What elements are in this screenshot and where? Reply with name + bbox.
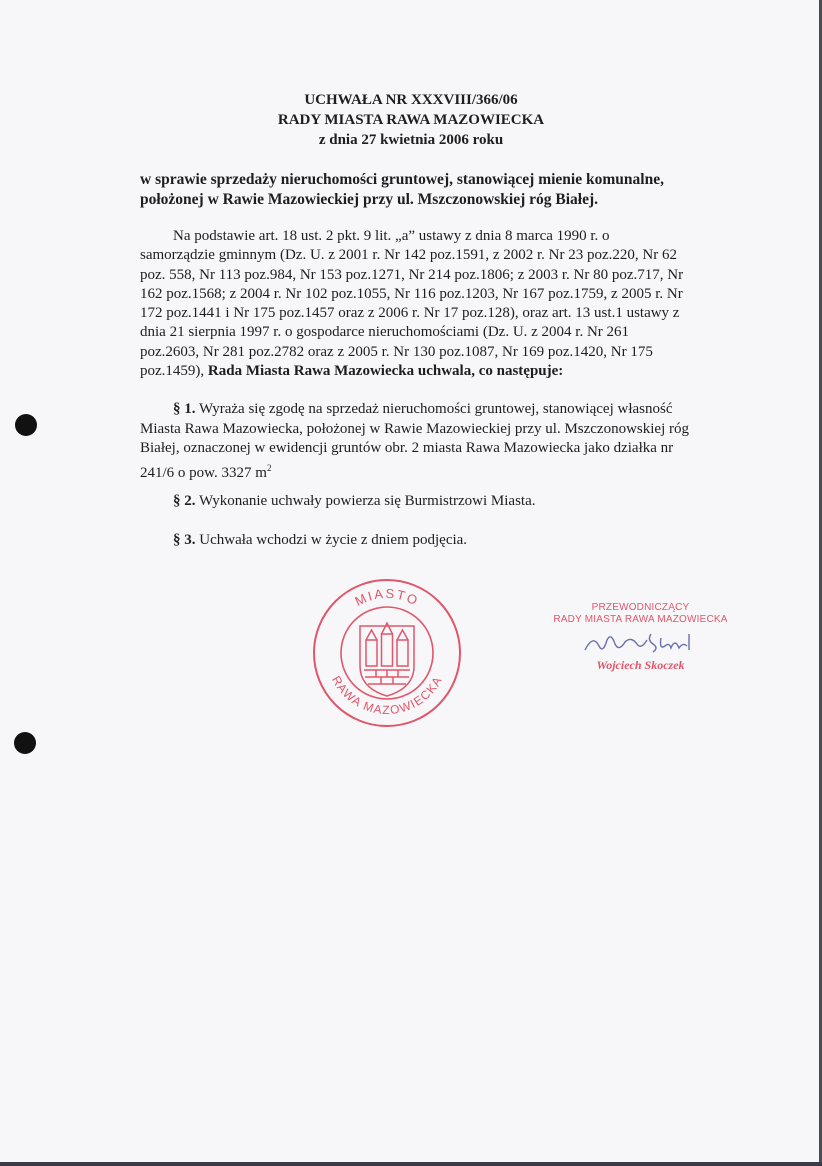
section-1-text-1: Wyraża się zgodę na sprzedaż nieruchomości gruntowej, stanowiącej własność: [195, 401, 673, 417]
section-1-line-4: [140, 459, 760, 484]
basis-line-2: samorządzie gminnym (Dz. U. z 2001 r. Nr 142 poz.1591, z 2002 r. Nr 23 poz.220, Nr 62: [140, 247, 677, 264]
section-2-line: [140, 492, 760, 512]
resolution-subject: [140, 170, 730, 210]
resolution-number: UCHWAŁA NR XXXVIII/366/06: [304, 92, 518, 108]
section-1: [140, 400, 760, 483]
city-seal-stamp: [312, 578, 462, 728]
document-header: [0, 90, 822, 150]
section-1-area-exponent: 2: [266, 462, 272, 473]
section-2-label: § 2.: [173, 493, 196, 509]
basis-resolves-clause: Rada Miasta Rawa Mazowiecka uchwala, co następuje:: [207, 363, 564, 380]
basis-line-8: [140, 362, 760, 381]
section-3: [140, 531, 760, 551]
section-1-line-3: Białej, oznaczonej w ewidencji gruntów obr. 2 miasta Rawa Mazowiecka jako działka nr: [140, 440, 674, 456]
basis-line-1: Na podstawie art. 18 ust. 2 pkt. 9 lit. „a” ustawy z dnia 8 marca 1990 r. o: [173, 228, 610, 244]
punch-hole-bottom: [14, 732, 36, 754]
signature-title: PRZEWODNICZĄCY: [591, 602, 690, 613]
section-2-text: Wykonanie uchwały powierza się Burmistrzowi Miasta.: [195, 493, 536, 509]
chairman-signature-block: [538, 602, 743, 673]
signatory-name: Wojciech Skoczek: [596, 658, 685, 672]
section-1-line-2: Miasta Rawa Mazowiecka, położonej w Rawie Mazowieckiej przy ul. Mszczonowskiej róg: [140, 420, 689, 437]
subject-line-2: położonej w Rawie Mazowieckiej przy ul. Mszczonowskiej róg Białej.: [140, 191, 599, 208]
basis-line-6: dnia 21 sierpnia 1997 r. o gospodarce nieruchomościami (Dz. U. z 2004 r. Nr 261: [140, 324, 630, 341]
page-edge-bottom: [0, 1162, 822, 1166]
legal-basis-paragraph: [140, 227, 760, 381]
basis-line-3: poz. 558, Nr 113 poz.984, Nr 153 poz.1271, Nr 214 poz.1806; z 2003 r. Nr 80 poz.717, Nr: [140, 266, 684, 283]
section-1-line-1: [140, 400, 760, 420]
section-2: [140, 492, 760, 512]
coat-of-arms-icon: [360, 623, 414, 696]
section-3-line: [140, 531, 760, 551]
punch-hole-top: [15, 414, 37, 436]
section-3-text: Uchwała wchodzi w życie z dniem podjęcia.: [195, 532, 468, 548]
basis-line-4: 162 poz.1568; z 2004 r. Nr 102 poz.1055, Nr 116 poz.1203, Nr 167 poz.1759, z 2005 r. Nr: [140, 285, 683, 302]
handwritten-signature-icon: [581, 628, 701, 656]
basis-last-start: poz.1459),: [140, 363, 208, 380]
basis-line-5: 172 poz.1441 i Nr 175 poz.1457 oraz z 2006 r. Nr 17 poz.128), oraz art. 13 ust.1 ustawy z: [140, 305, 680, 322]
resolution-date: z dnia 27 kwietnia 2006 roku: [318, 132, 504, 148]
section-1-label: § 1.: [173, 401, 196, 417]
signature-council: RADY MIASTA RAWA MAZOWIECKA: [553, 614, 728, 625]
section-1-area: 241/6 o pow. 3327 m: [140, 464, 267, 481]
seal-inner-ring: [341, 607, 433, 699]
section-3-label: § 3.: [173, 532, 196, 548]
seal-bottom-text: RAWA MAZOWIECKA: [328, 673, 446, 718]
basis-line-7: poz.2603, Nr 281 poz.2782 oraz z 2005 r. Nr 130 poz.1087, Nr 169 poz.1420, Nr 175: [140, 343, 653, 360]
council-name: RADY MIASTA RAWA MAZOWIECKA: [277, 112, 545, 128]
seal-top-text: MIASTO: [352, 585, 422, 609]
subject-line-1: w sprawie sprzedaży nieruchomości gruntowej, stanowiącej mienie komunalne,: [140, 171, 664, 188]
